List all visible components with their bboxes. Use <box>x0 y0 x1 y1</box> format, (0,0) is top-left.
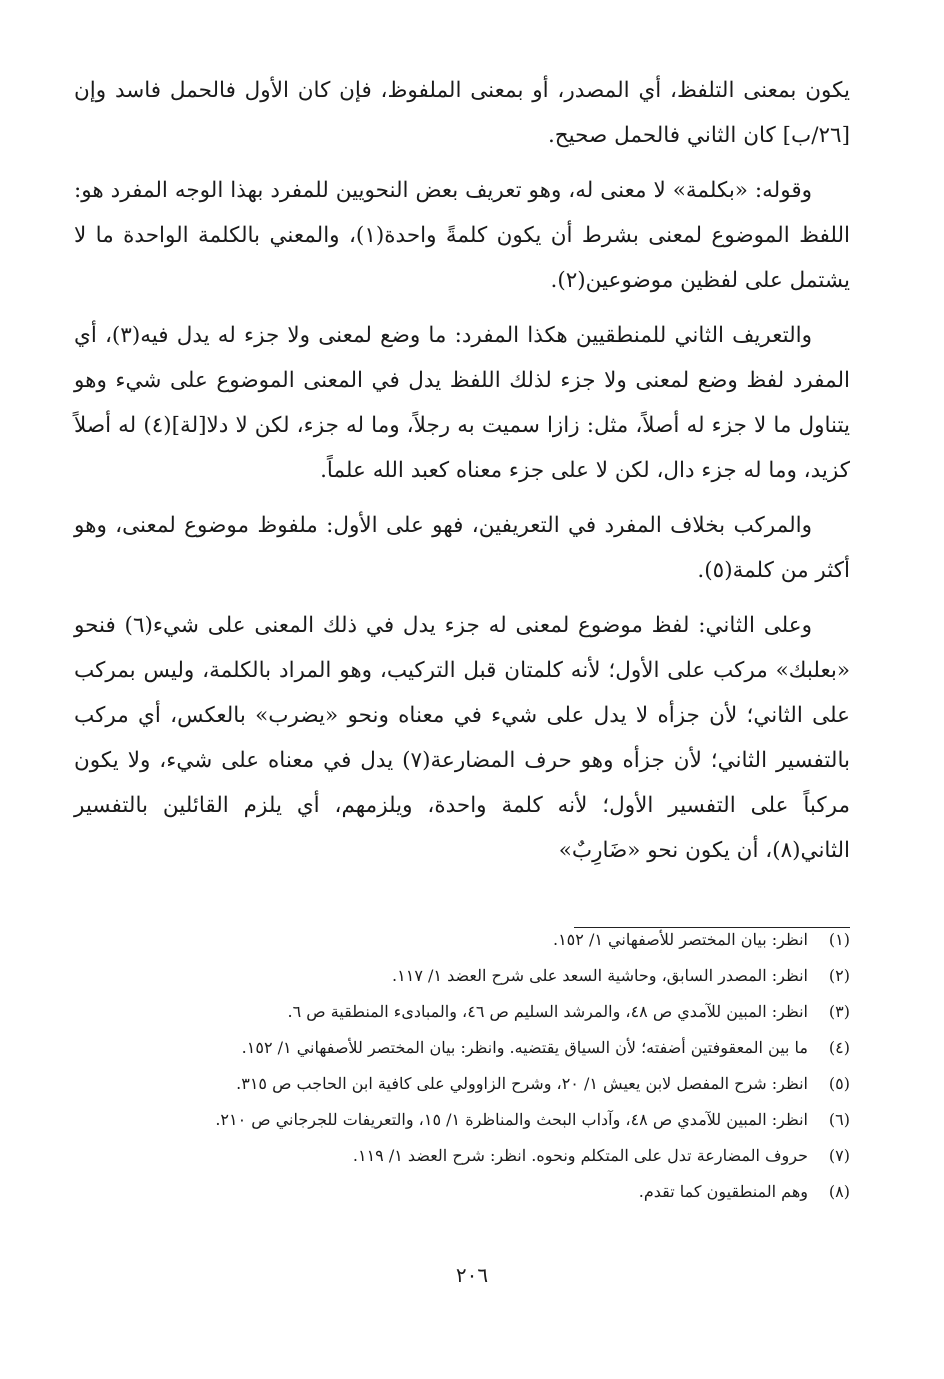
paragraph-1: يكون بمعنى التلفظ، أي المصدر، أو بمعنى الملفوظ، فإن كان الأول فالحمل فاسد وإن [٢٦/ب] كان الثاني فالحمل صحيح. <box>74 78 850 148</box>
footnote-1 <box>74 922 850 958</box>
paragraph-5: وعلى الثاني: لفظ موضوع لمعنى له جزء يدل في ذلك المعنى على شيء(٦) فنحو «بعلبك» مركب على الأول؛ لأنه كلمتان قبل التركيب، وهو المراد بالكلمة، وليس بمركب على الثاني؛ لأن جزأه لا يدل على شيء في معناه ونحو «يضرب» بالعكس، أي مركب بالتفسير الثاني؛ لأن جزأه وهو حرف المضارعة(٧) يدل في معناه على شيء، ولا يكون مركباً على التفسير الأول؛ لأنه كلمة واحدة، ويلزمهم، أي يلزم القائلين بالتفسير الثاني(٨)، أن يكون نحو «ضَارِبٌ» <box>74 613 850 863</box>
footnote-number: (٥) <box>828 1074 850 1093</box>
footnotes <box>74 922 850 1210</box>
footnote-number: (٦) <box>828 1110 850 1129</box>
footnote-number: (١) <box>828 930 850 949</box>
footnote-8 <box>74 1174 850 1210</box>
footnote-text: انظر: المصدر السابق، وحاشية السعد على شرح العضد ١/ ١١٧. <box>392 966 808 985</box>
footnote-number: (٤) <box>828 1038 850 1057</box>
footnote-text: انظر: المبين للآمدي ص ٤٨، والمرشد السليم ص ٤٦، والمبادىء المنطقية ص ٦. <box>287 1002 808 1021</box>
footnote-5 <box>74 1066 850 1102</box>
footnote-text: حروف المضارعة تدل على المتكلم ونحوه. انظر: شرح العضد ١/ ١١٩. <box>352 1146 808 1165</box>
main-text <box>74 68 850 883</box>
footnote-text: انظر: المبين للآمدي ص ٤٨، وآداب البحث والمناظرة ١/ ١٥، والتعريفات للجرجاني ص ٢١٠. <box>215 1110 808 1129</box>
paragraph-4: والمركب بخلاف المفرد في التعريفين، فهو على الأول: ملفوظ موضوع لمعنى، وهو أكثر من كلمة(٥). <box>74 513 850 583</box>
footnote-number: (٣) <box>828 1002 850 1021</box>
footnote-number: (٧) <box>828 1146 850 1165</box>
paragraph-3: والتعريف الثاني للمنطقيين هكذا المفرد: ما وضع لمعنى ولا جزء له يدل فيه(٣)، أي المفرد لفظ وضع لمعنى ولا جزء لذلك اللفظ يدل في المعنى الموضوع على شيء وهو يتناول ما لا جزء له أصلاً، مثل: زازا سميت به رجلاً، وما له جزء، لكن لا دلا[لة](٤) له أصلاً كزيد، وما له جزء دال، لكن لا على جزء معناه كعبد الله علماً. <box>74 323 851 483</box>
paragraph-2: وقوله: «بكلمة» لا معنى له، وهو تعريف بعض النحويين للمفرد بهذا الوجه المفرد هو: اللفظ الموضوع لمعنى بشرط أن يكون كلمةً واحدة(١)، والمعني بالكلمة الواحدة ما لا يشتمل على لفظين موضوعين(٢). <box>74 178 851 293</box>
footnote-text: انظر: شرح المفصل لابن يعيش ١/ ٢٠، وشرح الزاوولي على كافية ابن الحاجب ص ٣١٥. <box>236 1074 808 1093</box>
page-number: ٢٠٦ <box>455 1263 489 1287</box>
footnote-2 <box>74 958 850 994</box>
footnote-7 <box>74 1138 850 1174</box>
footnote-text: وهم المنطقيون كما تقدم. <box>638 1182 808 1201</box>
footnote-text: انظر: بيان المختصر للأصفهاني ١/ ١٥٢. <box>552 930 808 949</box>
footnote-number: (٢) <box>828 966 850 985</box>
footnote-4 <box>74 1030 850 1066</box>
footnote-3 <box>74 994 850 1030</box>
footnote-6 <box>74 1102 850 1138</box>
footnote-number: (٨) <box>828 1182 850 1201</box>
footnote-text: ما بين المعقوفتين أضفته؛ لأن السياق يقتضيه. وانظر: بيان المختصر للأصفهاني ١/ ١٥٢. <box>241 1038 808 1057</box>
